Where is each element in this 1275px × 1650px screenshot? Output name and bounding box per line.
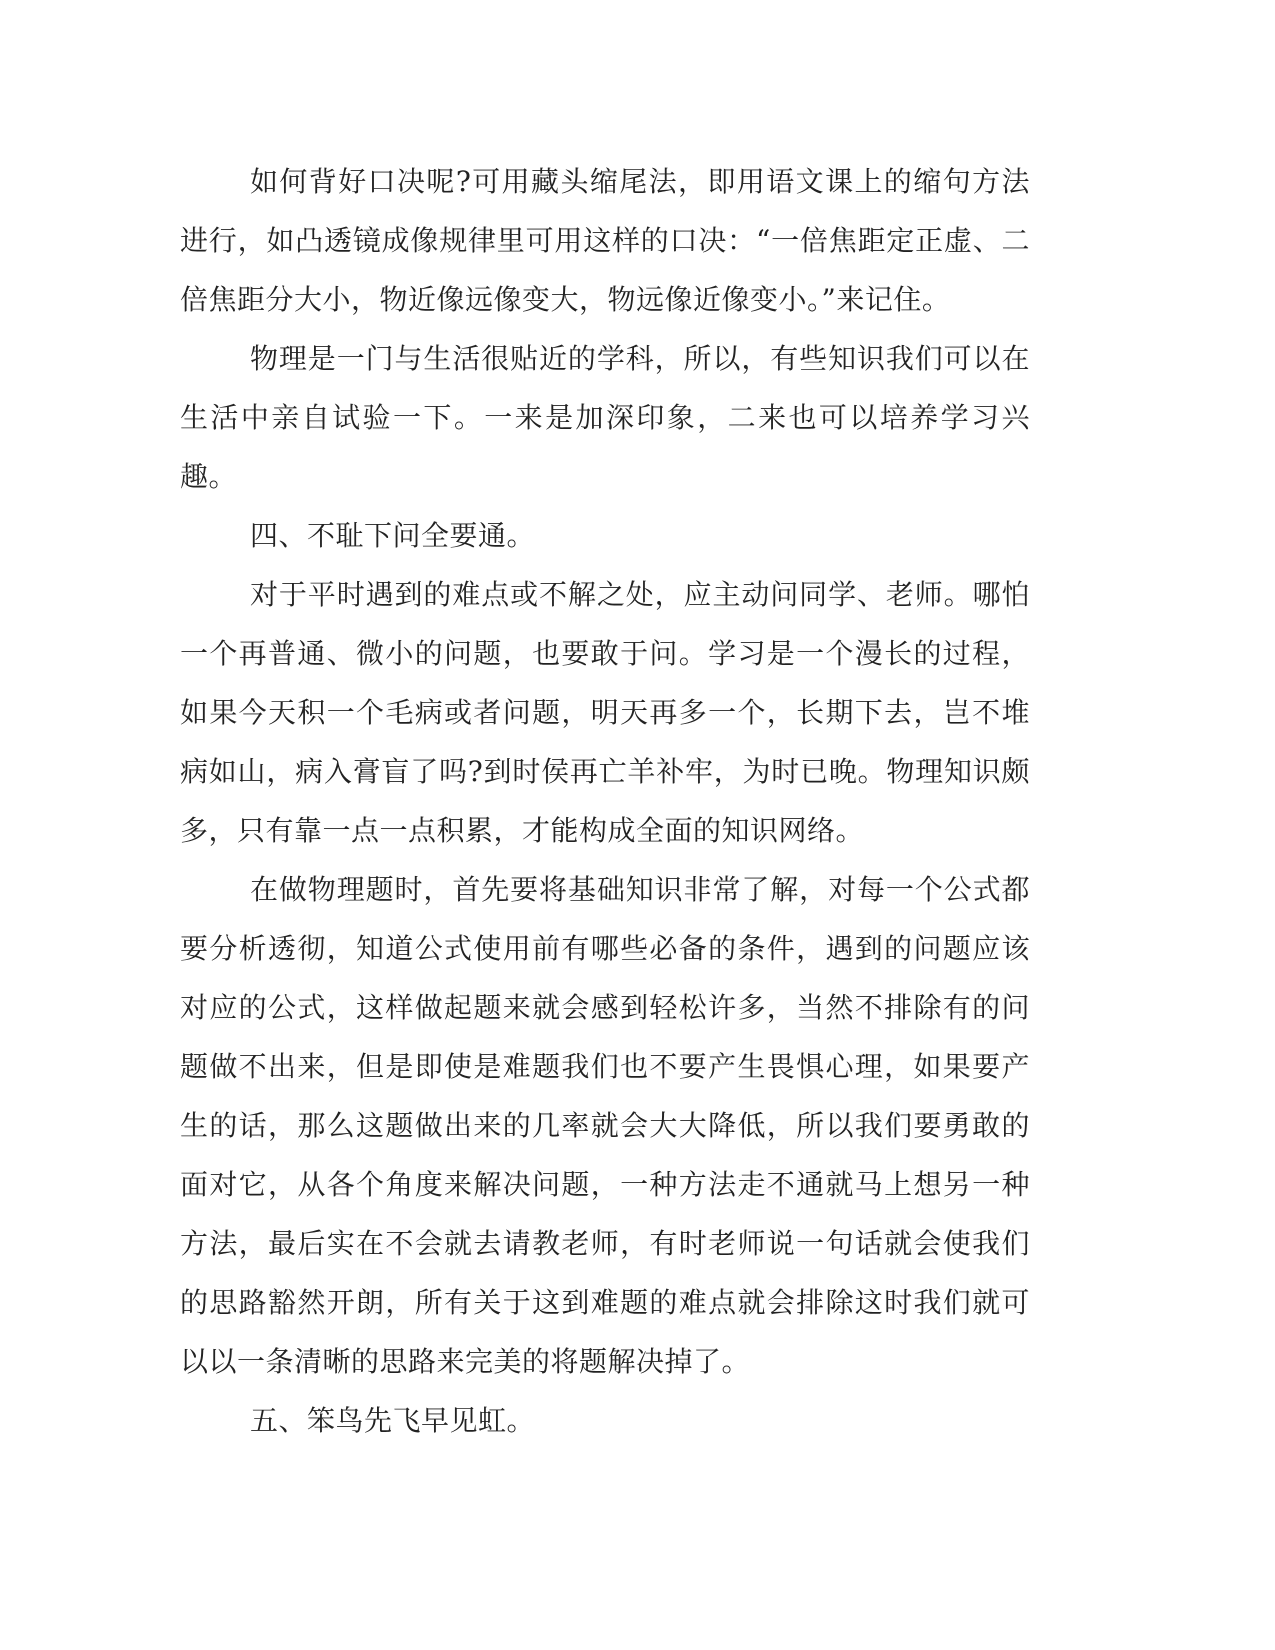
paragraph-solving-problems: 在做物理题时，首先要将基础知识非常了解，对每一个公式都要分析透彻，知道公式使用前有哪些必备的条件，遇到的问题应该对应的公式，这样做起题来就会感到轻松许多，当然不排除有的问题做不出来，但是即使是难题我们也不要产生畏惧心理，如果要产生的话，那么这题做出来的几率就会大大降低，所以我们要勇敢的面对它，从各个角度来解决问题，一种方法走不通就马上想另一种方法，最后实在不会就去请教老师，有时老师说一句话就会使我们的思路豁然开朗，所有关于这到难题的难点就会排除这时我们就可以以一条清晰的思路来完美的将题解决掉了。 <box>180 873 1030 1378</box>
section-heading-4: 四、不耻下问全要通。 <box>250 519 536 552</box>
document-page <box>180 152 1030 1450</box>
section-heading-5: 五、笨鸟先飞早见虹。 <box>250 1404 536 1437</box>
paragraph-ask-questions: 对于平时遇到的难点或不解之处，应主动问同学、老师。哪怕一个再普通、微小的问题，也要敢于问。学习是一个漫长的过程，如果今天积一个毛病或者问题，明天再多一个，长期下去，岂不堆病如山，病入膏盲了吗?到时侯再亡羊补牢，为时已晚。物理知识颇多，只有靠一点一点积累，才能构成全面的知识网络。 <box>180 578 1030 847</box>
paragraph-mnemonic: 如何背好口决呢?可用藏头缩尾法，即用语文课上的缩句方法进行，如凸透镜成像规律里可用这样的口决：“一倍焦距定正虚、二倍焦距分大小，物近像远像变大，物远像近像变小。”来记住。 <box>180 165 1030 316</box>
paragraph-experiment: 物理是一门与生活很贴近的学科，所以，有些知识我们可以在生活中亲自试验一下。一来是加深印象，二来也可以培养学习兴趣。 <box>180 342 1030 493</box>
